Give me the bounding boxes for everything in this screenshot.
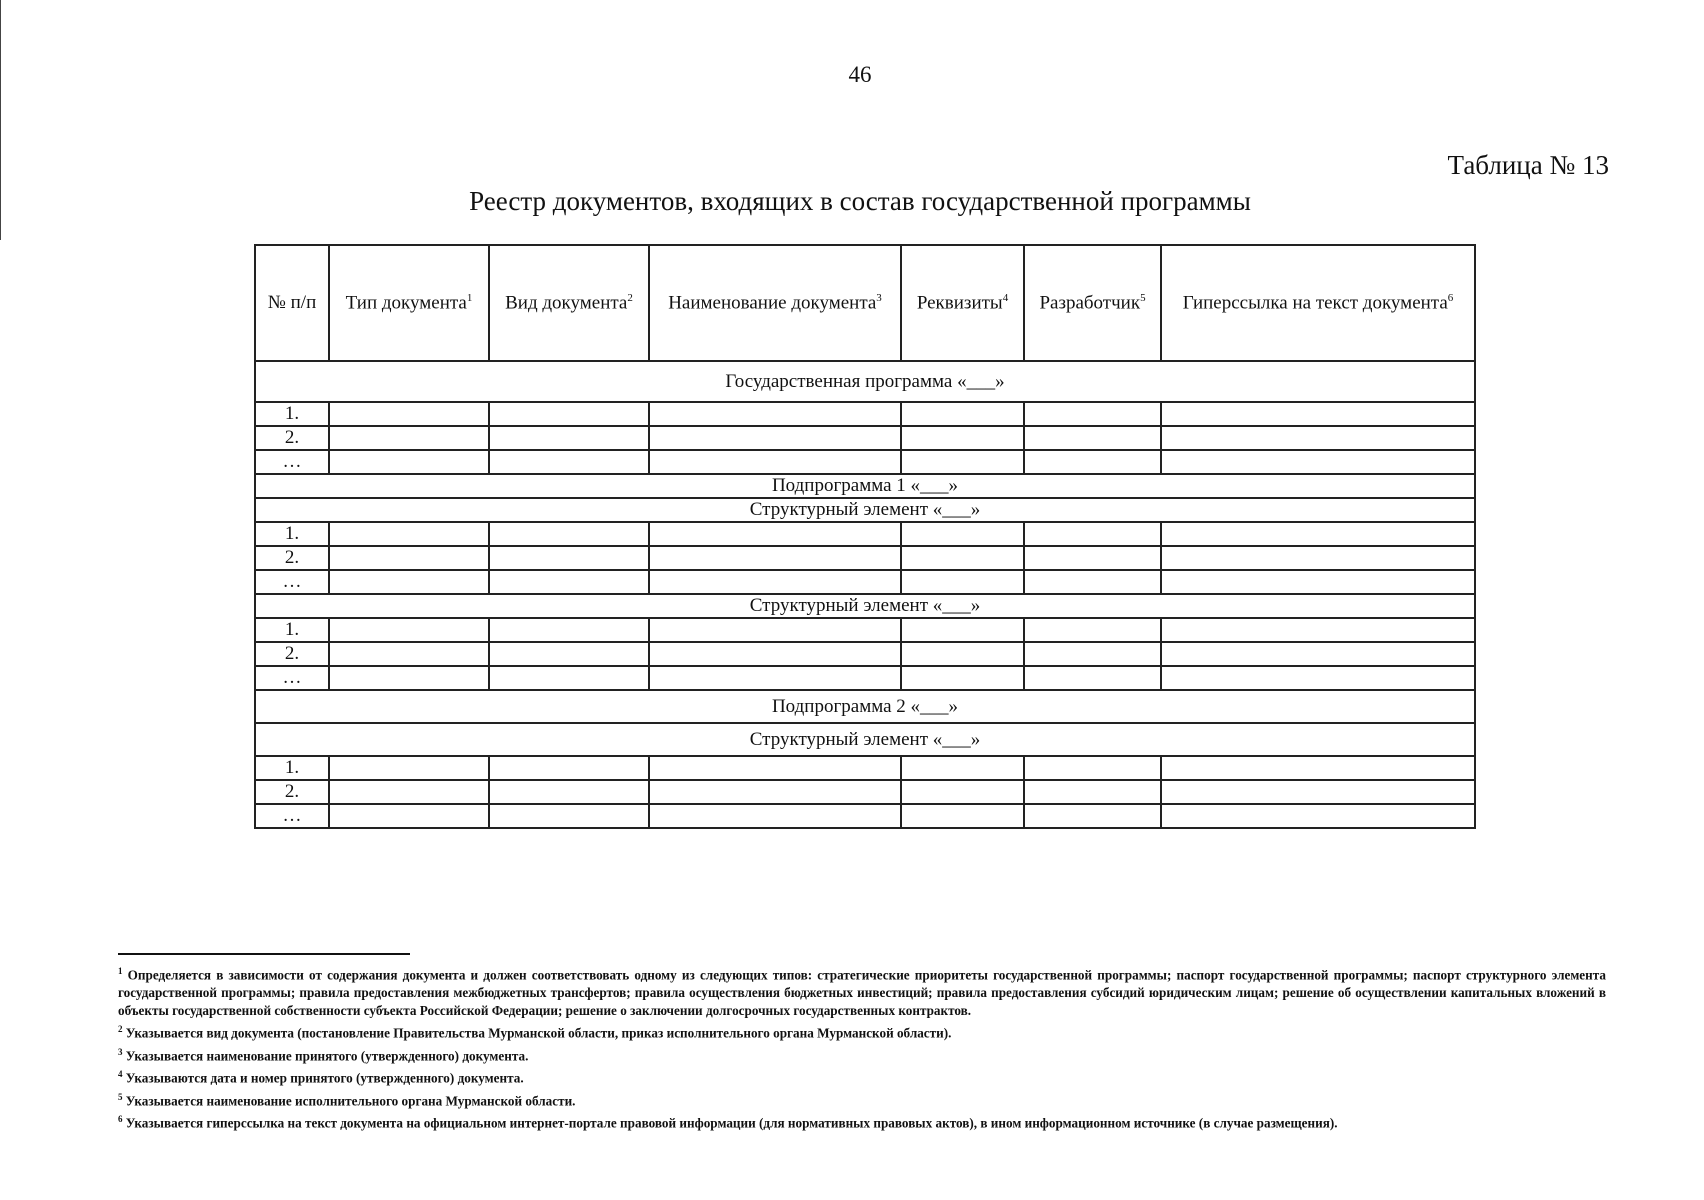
table-row: 1. xyxy=(255,522,1475,546)
table-row: … xyxy=(255,804,1475,828)
page-number: 46 xyxy=(848,62,872,87)
header-row xyxy=(255,245,1475,361)
table-row: … xyxy=(255,570,1475,594)
footnote-6: $^6$ Указывается гиперссылка на текст документа на официальном интернет-портале правовой информации (для нормативных правовых актов), в ином информационном источнике (в случае размещения). xyxy=(118,1113,1338,1131)
footnote-3: $^3$ Указывается наименование принятого (утвержденного) документа. xyxy=(118,1046,529,1064)
document-title: Реестр документов, входящих в состав государственной программы xyxy=(469,186,1251,216)
table-row: … xyxy=(255,450,1475,474)
col-header-hyperlink: Гиперссылка на текст документа$^6$ xyxy=(1161,245,1475,361)
section-row-structural-element: Структурный элемент «___» xyxy=(255,594,1475,618)
table-row: … xyxy=(255,666,1475,690)
table-row: 1. xyxy=(255,756,1475,780)
section-row-state-program: Государственная программа «___» xyxy=(255,361,1475,402)
col-header-requisites: Реквизиты$^4$ xyxy=(901,245,1024,361)
col-header-doc-kind: Вид документа$^2$ xyxy=(489,245,649,361)
section-row-subprogram-1: Подпрограмма 1 «___» xyxy=(255,474,1475,498)
section-row-structural-element: Структурный элемент «___» xyxy=(255,723,1475,756)
table-row: 1. xyxy=(255,618,1475,642)
footnote-1: $^1$ Определяется в зависимости от содержания документа и должен соответствовать одному из следующих типов: стратегические приоритеты государственной программы; паспорт государственной программы; паспорт структурного элемента государственной программы; правила предоставления межбюджетных трансфертов; правила осуществления бюджетных инвестиций; правила предоставления субсидий юридическим лицам; решение об осуществлении капитальных вложений в объекты государственной собственности субъекта Российской Федерации; решение о заключении долгосрочных государственных контрактов. xyxy=(118,966,1606,1019)
section-row-subprogram-2: Подпрограмма 2 «___» xyxy=(255,690,1475,723)
table-row: 2. xyxy=(255,546,1475,570)
col-header-developer: Разработчик$^5$ xyxy=(1024,245,1161,361)
col-header-number: № п/п xyxy=(255,245,329,361)
footnote-separator xyxy=(118,953,410,955)
table-label: Таблица № 13 xyxy=(1447,150,1609,180)
table-row: 2. xyxy=(255,780,1475,804)
registry-table xyxy=(254,244,1476,829)
footnote-5: $^5$ Указывается наименование исполнительного органа Мурманской области. xyxy=(118,1091,576,1108)
col-header-doc-name: Наименование документа$^3$ xyxy=(649,245,901,361)
table-row: 1. xyxy=(255,402,1475,426)
section-row-structural-element: Структурный элемент «___» xyxy=(255,498,1475,522)
footnotes xyxy=(118,962,1606,1132)
footnote-2: $^2$ Указывается вид документа (постановление Правительства Мурманской области, приказ исполнительного органа Мурманской области). xyxy=(118,1024,952,1041)
col-header-doc-type: Тип документа$^1$ xyxy=(329,245,489,361)
table-row: 2. xyxy=(255,642,1475,666)
footnote-4: $^4$ Указываются дата и номер принятого (утвержденного) документа. xyxy=(118,1069,524,1086)
table-row: 2. xyxy=(255,426,1475,450)
